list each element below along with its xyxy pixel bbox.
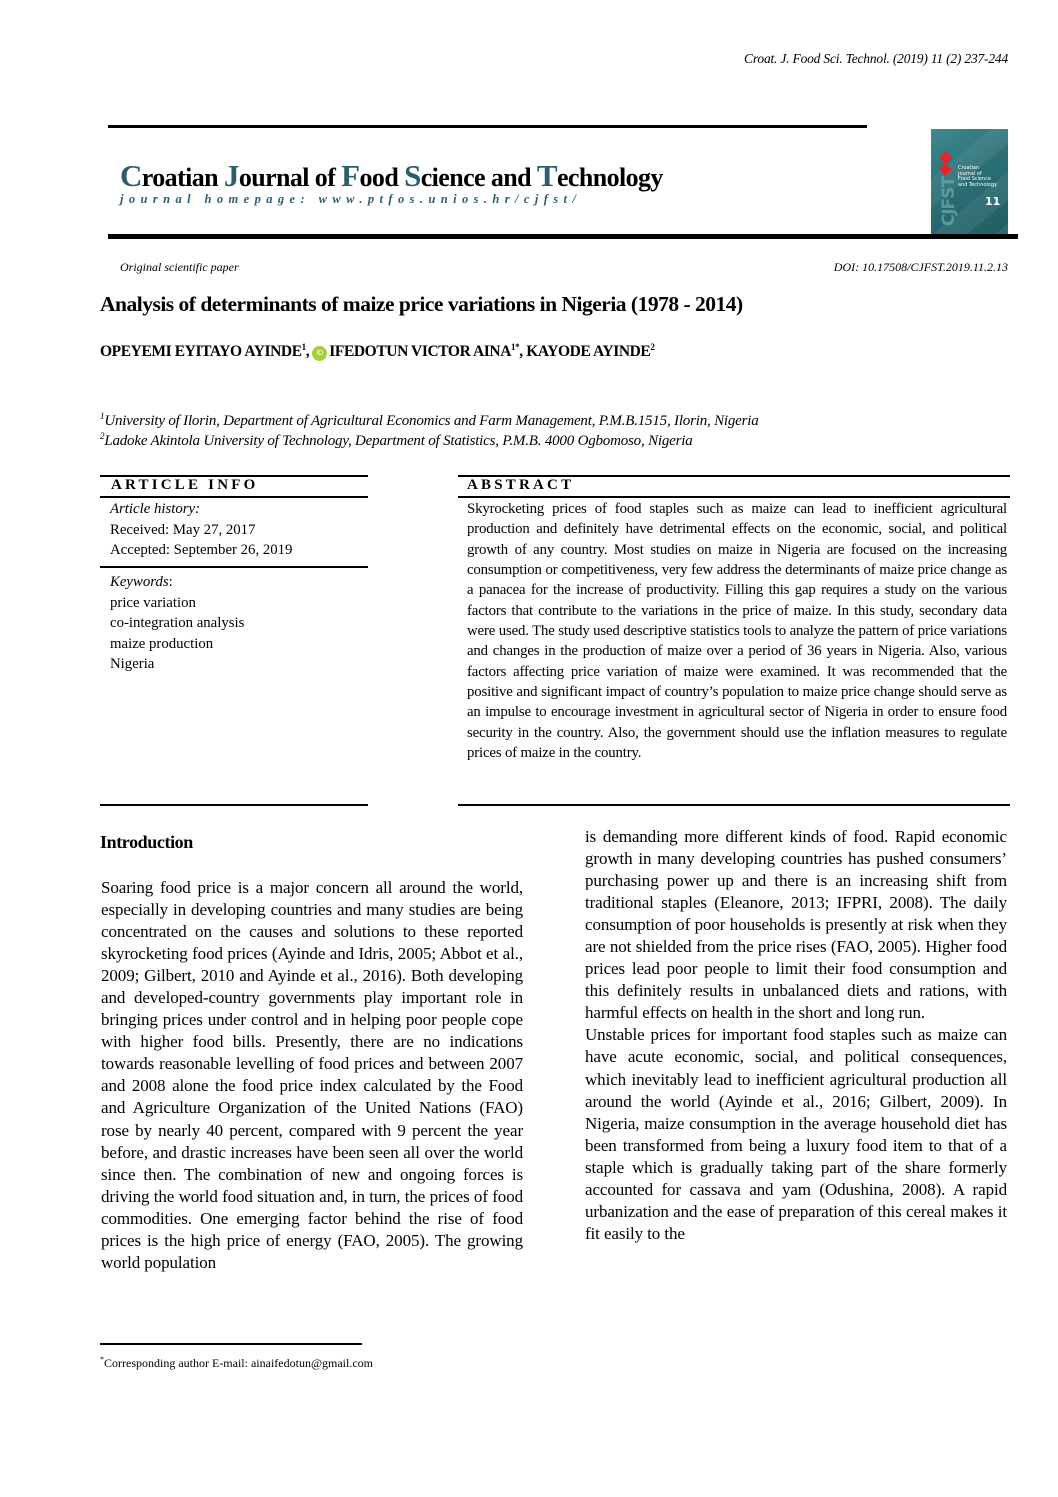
- abstract-heading: ABSTRACT: [467, 477, 575, 493]
- journal-title-word: echnology: [556, 163, 663, 192]
- abstract-bottom-rule: [458, 804, 1010, 806]
- masthead-top-rule: [108, 125, 867, 128]
- journal-title-word: ournal of: [238, 163, 342, 192]
- received-date: Received: May 27, 2017: [110, 521, 256, 538]
- paper-title: Analysis of determinants of maize price variations in Nigeria (1978 - 2014): [100, 292, 743, 316]
- cover-title: [958, 166, 997, 188]
- author-affiliation-marker: 2: [650, 342, 655, 352]
- journal-title-initial: T: [536, 158, 557, 193]
- author-separator: ,: [519, 343, 523, 361]
- affiliation-text: University of Ilorin, Department of Agricultural Economics and Farm Management, P.M.B.1515, Ilorin, Nigeria: [104, 413, 759, 429]
- corresponding-author-footnote: [100, 1355, 373, 1371]
- paper-type: Original scientific paper: [120, 260, 239, 274]
- accepted-date: Accepted: September 26, 2019: [110, 542, 293, 558]
- affiliation-marker: 1: [100, 411, 105, 421]
- affiliation-1: [100, 411, 759, 430]
- article-history-label: Article history:: [110, 501, 200, 517]
- body-paragraph: is demanding more different kinds of food. Rapid economic growth in many developing countries has pushed consumers’ purchasing power up and there is an increasing shift from traditional staples (Eleanore, 2013; IFPRI, 2008). The daily consumption of poor households is presently at risk when they are not shielded from the price rises (FAO, 2005). Higher food prices lead poor people to limit their food consumption and this definitely results in unbalanced diets and rations, with harmful effects on health in the short and long run.: [585, 827, 1007, 1023]
- cover-title-line: Journal of: [958, 170, 982, 177]
- journal-title-word: cience and: [420, 163, 537, 192]
- body-paragraph: Unstable prices for important food staples such as maize can have acute economic, social, and political consequences, which inevitably lead to inefficient agricultural production all around the world (Ayinde et al., 2016; Gilbert, 2009). In Nigeria, maize consumption in the average household diet has been transformed from being a luxury food item to that of a staple which is gradually taking part of the share formerly accounted for cassava and yam (Odushina, 2008). A rapid urbanization and the ease of preparation of this cereal makes it fit easily to the: [585, 1025, 1007, 1243]
- keyword-item: co-integration analysis: [110, 615, 245, 631]
- cover-issue-number: 11: [985, 195, 1001, 208]
- article-info-heading-rule: [100, 496, 368, 498]
- keyword-item: Nigeria: [110, 656, 155, 672]
- footnote-rule: [100, 1343, 362, 1345]
- affiliation-text: Ladoke Akintola University of Technology, Department of Statistics, P.M.B. 4000 Ogbomoso, Nigeria: [104, 433, 693, 449]
- journal-cover-image: [931, 129, 1008, 234]
- affiliation-marker: 2: [100, 431, 105, 441]
- journal-title-initial: S: [404, 158, 421, 193]
- journal-title-initial: F: [341, 158, 360, 193]
- affiliation-2: [100, 431, 693, 450]
- abstract-heading-rule: [458, 496, 1010, 498]
- keywords-colon: :: [168, 574, 173, 590]
- journal-homepage-link[interactable]: journal homepage: www.ptfos.unios.hr/cjfst/: [120, 192, 582, 206]
- author-affiliation-marker: 1: [301, 342, 306, 352]
- keyword-item: price variation: [110, 594, 196, 611]
- author-name: KAYODE AYINDE: [526, 343, 651, 361]
- journal-title-initial: C: [120, 158, 142, 193]
- footnote-marker: *: [100, 1355, 104, 1364]
- journal-title: [120, 158, 663, 194]
- journal-title-word: ood: [359, 163, 405, 192]
- author-separator: ,: [305, 343, 310, 361]
- footnote-text[interactable]: Corresponding author E-mail: ainaifedotun@gmail.com: [104, 1356, 373, 1370]
- orcid-icon[interactable]: iD: [312, 346, 327, 361]
- section-heading-introduction: Introduction: [100, 832, 193, 852]
- cover-title-line: Croatian: [958, 165, 980, 171]
- keywords-block: [110, 572, 368, 675]
- body-text-right-column: [585, 826, 1007, 1245]
- cover-title-line: and Technology: [958, 181, 998, 188]
- article-info-divider: [100, 566, 368, 568]
- keywords-label: Keywords: [110, 574, 169, 590]
- journal-title-word: roatian: [141, 163, 224, 192]
- article-info-heading: ARTICLE INFO: [111, 477, 259, 493]
- author-name: IFEDOTUN VICTOR AINA: [329, 343, 512, 361]
- article-history: [110, 499, 368, 561]
- abstract-text: Skyrocketing prices of food staples such as maize can lead to inefficient agricultural production and definitely have detrimental effects on the economic, social, and political growth of any country. Most studies on maize in Nigeria are focused on the increasing consumption or competitiveness, very few address the determinants of maize price change as a panacea for the increase of productivity. Filling this gap requires a study on the various factors that contribute to the variations in the price of maize. In this study, secondary data were used. The study used descriptive statistics tools to analyze the pattern of price variations and changes in the production of maize over a period of 36 years in Nigeria. Also, various factors affecting price variation of maize were examined. It was recommended that the positive and significant impact of country’s population to maize price change should serve as an impulse to encourage investment in agricultural sector of Nigeria in order to ensure food security in the country. Also, the government should use the inflation measures to regulate prices of maize in the country.: [467, 501, 1007, 762]
- keyword-item: maize production: [110, 635, 214, 652]
- article-info-bottom-rule: [100, 804, 368, 806]
- author-affiliation-marker: 1*: [511, 342, 520, 352]
- masthead-bottom-rule: [108, 234, 1018, 239]
- author-list: [100, 342, 654, 361]
- journal-title-initial: J: [223, 158, 239, 193]
- body-text-left-column: Soaring food price is a major concern all around the world, especially in developing countries and many studies are being concentrated on the causes and solutions to these reported skyrocketing food prices (Ayinde and Idris, 2005; Abbot et al., 2009; Gilbert, 2010 and Ayinde et al., 2016). Both developing and developed-country governments play important role in bringing prices under control and in helping poor people cope with higher food bills. Presently, there are no indications towards reasonable levelling of food prices and between 2007 and 2008 alone the food price index calculated by the Food and Agriculture Organization of the United Nations (FAO) rose by nearly 40 percent, compared with 9 percent the year before, and drastic increases have been seen all over the world since then. The combination of new and ongoing forces is driving the world food situation and, in turn, the prices of food commodities. One emerging factor behind the rise of food prices is the high price of energy (FAO, 2005). The growing world population: [101, 878, 523, 1272]
- running-head-citation: Croat. J. Food Sci. Technol. (2019) 11 (2) 237-244: [744, 51, 1008, 66]
- cover-acronym: CJFST: [939, 177, 959, 227]
- doi-link[interactable]: DOI: 10.17508/CJFST.2019.11.2.13: [833, 260, 1008, 274]
- cover-title-line: Food Science: [958, 176, 991, 182]
- author-name: OPEYEMI EYITAYO AYINDE: [100, 343, 302, 361]
